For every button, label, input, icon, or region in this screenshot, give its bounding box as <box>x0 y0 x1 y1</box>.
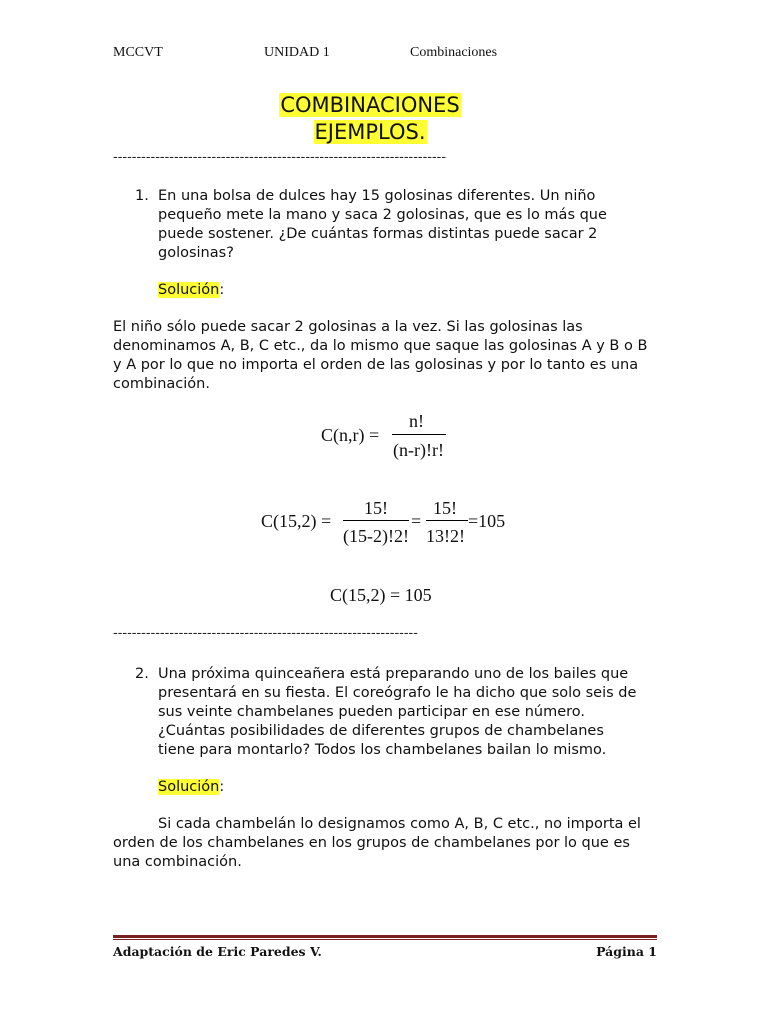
problem-2-text: Una próxima quinceañera está preparando uno de los bailes que presentará en su fiesta. El coreógrafo le ha dicho que solo seis de sus veinte chambelanes pueden participar en ese número. ¿Cuántas posibilidades de diferentes grupos de chambelanes tiene para montarlo? Todos los chambelanes bailan lo mismo. <box>158 666 637 758</box>
problem-1-text: En una bolsa de dulces hay 15 golosinas diferentes. Un niño pequeño mete la mano y saca 2 golosinas, que es lo más que puede sostener. ¿De cuántas formas distintas puede sacar 2 golosinas? <box>158 188 607 261</box>
formula-calc-lhs: C(15,2) = <box>261 511 332 531</box>
page-header <box>113 45 673 65</box>
page-footer <box>113 944 657 964</box>
separator-line: ----------------------------------------------------------------------- <box>113 150 447 165</box>
title-line-1: COMBINACIONES <box>280 93 460 117</box>
problem-1-number: 1. <box>135 188 149 204</box>
solution-2-colon: : <box>219 779 225 795</box>
solution-1-highlight: Solución <box>158 282 220 298</box>
formula-general-numerator: n! <box>409 411 424 431</box>
solution-2-explanation: Si cada chambelán lo designamos como A, B, C etc., no importa el orden de los chambelanes en los grupos de chambelanes por lo que es una combinación. <box>113 816 641 870</box>
formula-general-denominator: (n-r)!r! <box>393 440 444 460</box>
footer-author: Adaptación de Eric Paredes V. <box>113 944 322 959</box>
fraction-bar <box>392 434 446 435</box>
fraction-bar-1 <box>343 520 409 521</box>
separator-line-2: ----------------------------------------------------------------- <box>113 626 418 641</box>
solution-1-explanation: El niño sólo puede sacar 2 golosinas a la vez. Si las golosinas las denominamos A, B, C etc., da lo mismo que saque las golosinas A y B o B y A por lo que no importa el orden de las golosinas y por lo tanto es una combinación. <box>113 319 648 392</box>
footer-page-number: Página 1 <box>596 944 657 959</box>
solution-1-label <box>158 281 224 300</box>
solution-2-highlight: Solución <box>158 779 220 795</box>
header-unit: UNIDAD 1 <box>264 45 330 60</box>
formula-calc-num1: 15! <box>364 498 388 518</box>
fraction-bar-2 <box>426 520 468 521</box>
formula-general-lhs: C(n,r) = <box>321 425 380 445</box>
page-title <box>0 92 740 146</box>
solution-2-label <box>158 778 224 797</box>
formula-calc-den2: 13!2! <box>426 526 465 546</box>
title-line-2: EJEMPLOS. <box>314 120 426 144</box>
problem-2-number: 2. <box>135 666 149 682</box>
formula-calc-num2: 15! <box>433 498 457 518</box>
formula-calc-result: =105 <box>468 511 506 531</box>
formula-final-result: C(15,2) = 105 <box>330 585 432 605</box>
header-topic: Combinaciones <box>410 45 498 60</box>
formula-calc-eq: = <box>411 511 422 531</box>
footer-rule-thin <box>113 939 657 940</box>
header-course: MCCVT <box>113 45 163 60</box>
solution-1-colon: : <box>219 282 225 298</box>
formula-calc-den1: (15-2)!2! <box>343 526 409 546</box>
footer-rule-thick <box>113 935 657 938</box>
